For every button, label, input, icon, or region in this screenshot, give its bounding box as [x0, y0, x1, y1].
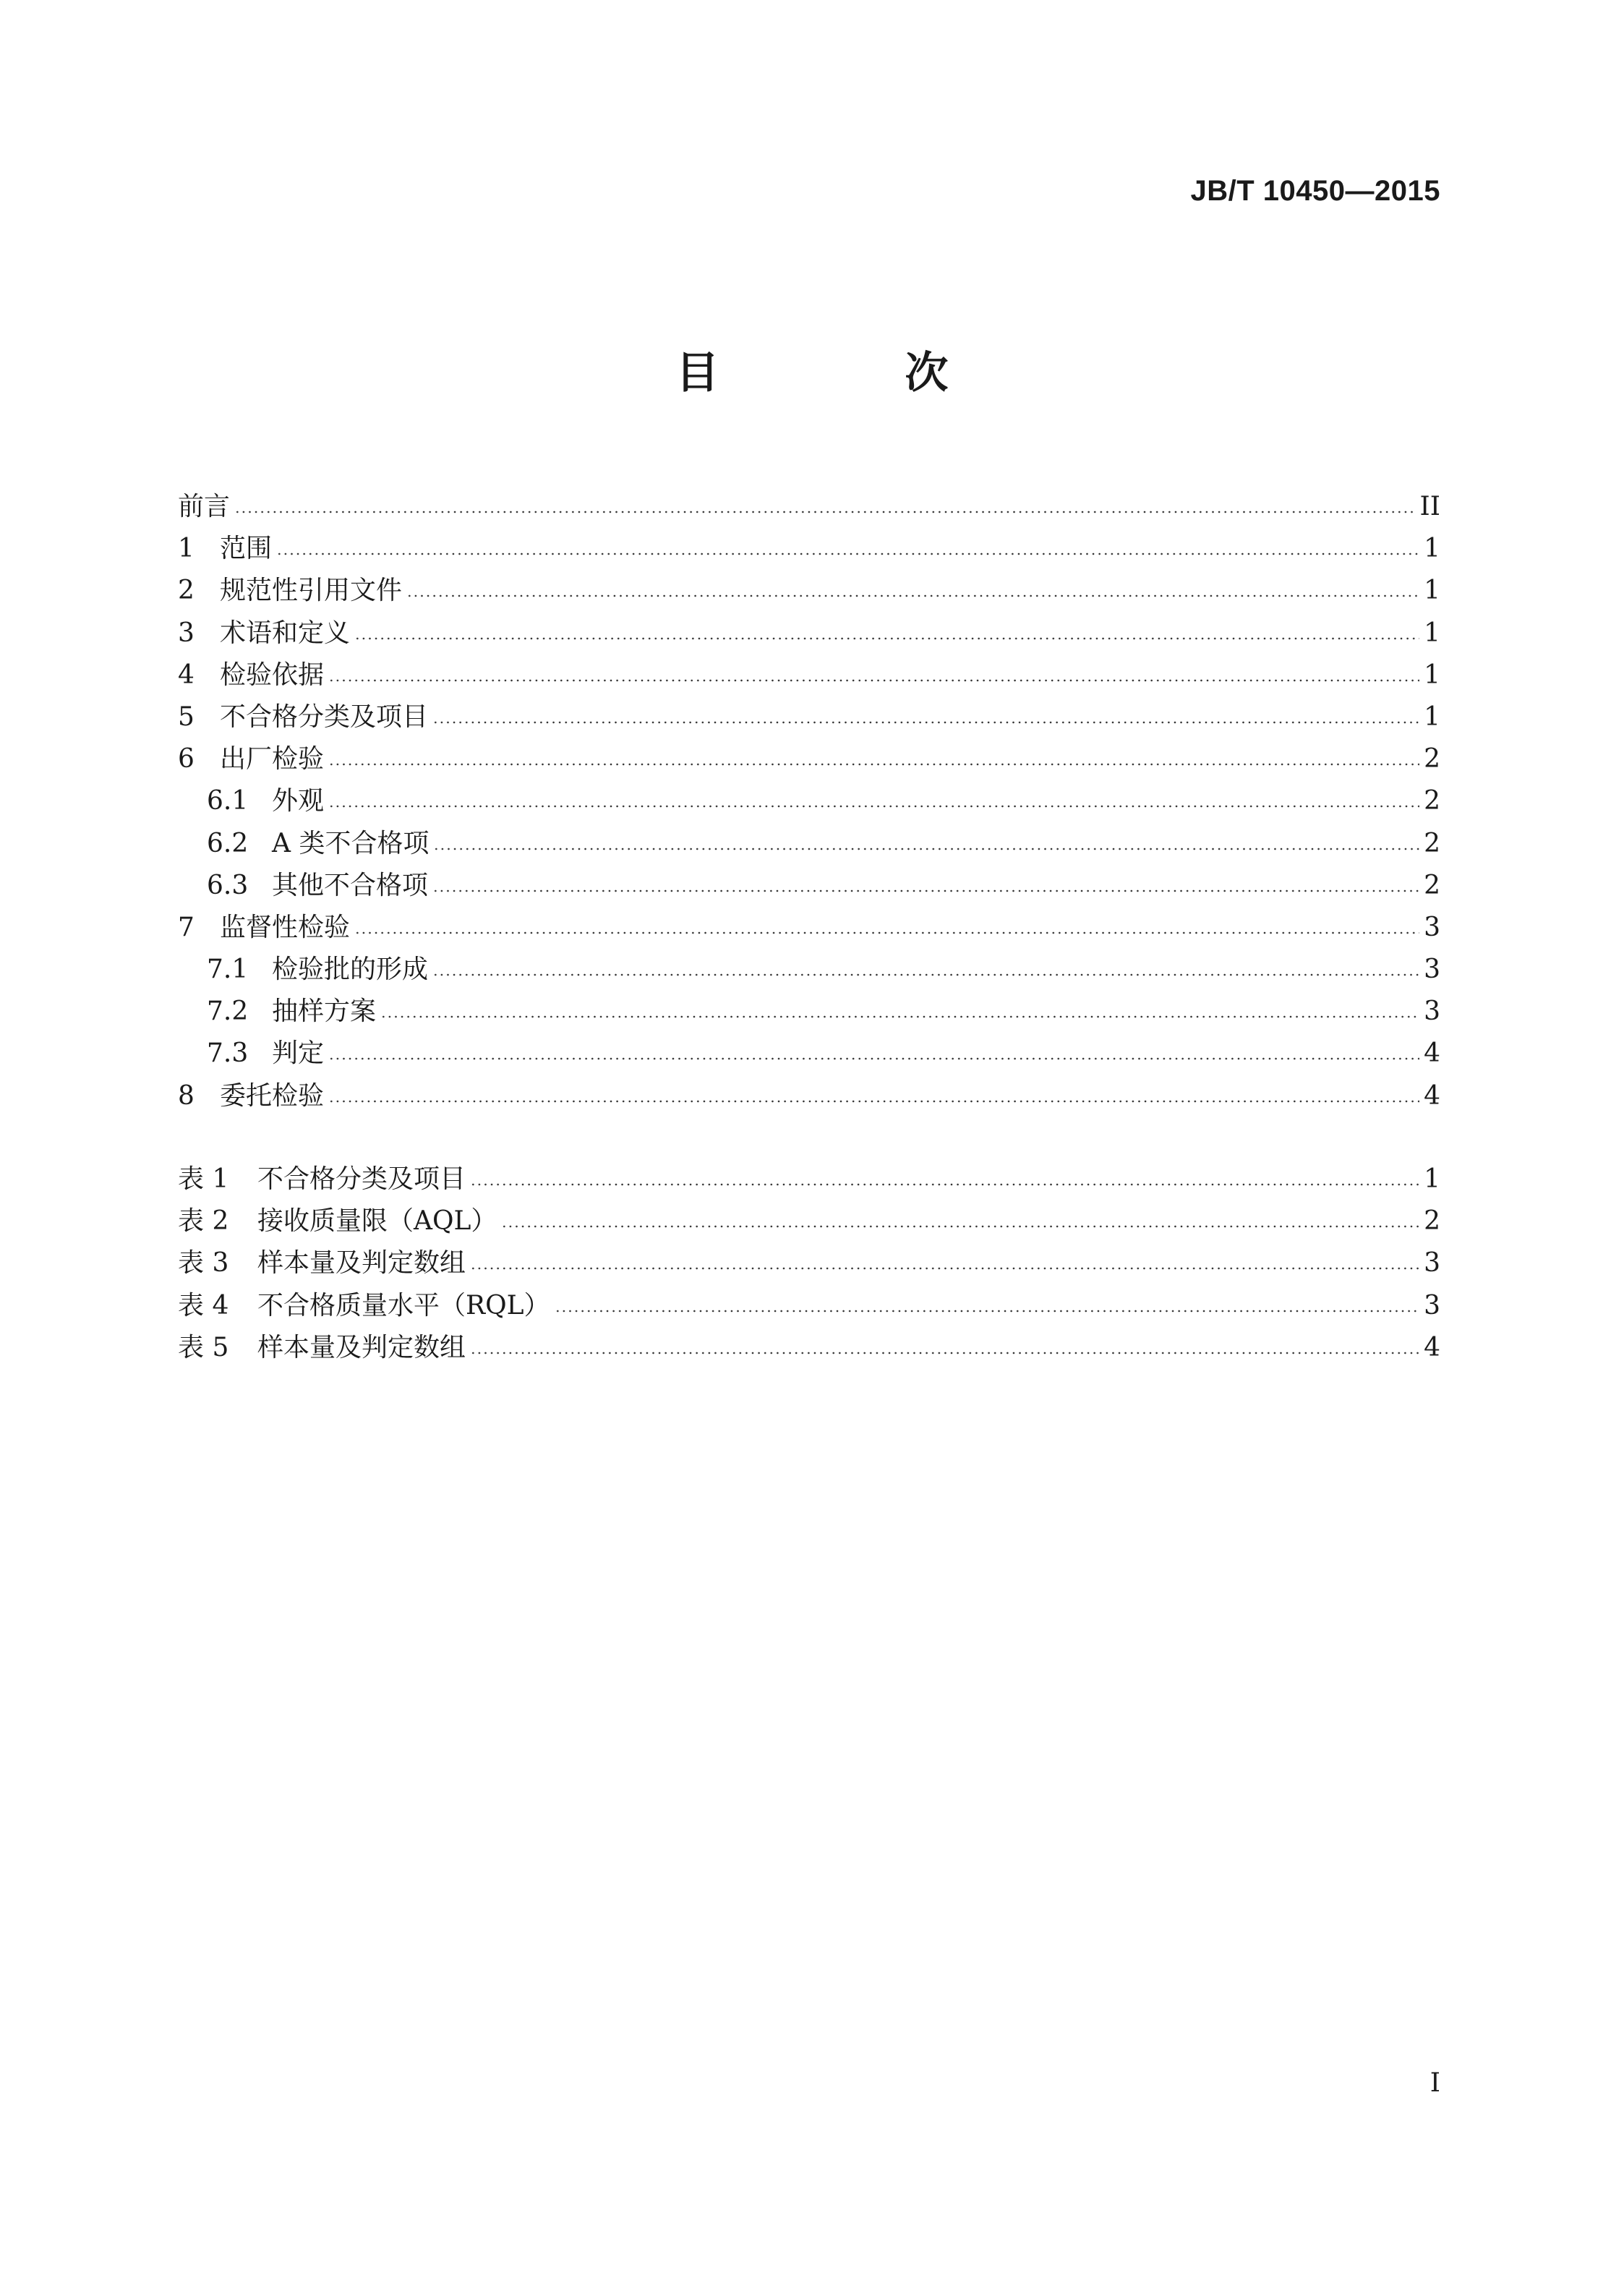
toc-section-number: 2 — [178, 576, 195, 606]
toc-section-number: 6.1 — [207, 786, 249, 816]
toc-entry-6[interactable] — [178, 738, 1440, 780]
toc-page-number: 4 — [1424, 1332, 1440, 1362]
toc-section-number: 6 — [178, 744, 195, 774]
page-title: 目 次 — [675, 348, 1034, 398]
toc-section-number: 8 — [178, 1080, 195, 1111]
toc-section-number: 1 — [178, 534, 195, 564]
toc-entry-7-3[interactable] — [178, 1033, 1440, 1075]
toc-table-number: 表 3 — [178, 1248, 229, 1279]
toc-label: 不合格质量水平（RQL） — [257, 1290, 550, 1320]
toc-entry-3[interactable] — [178, 613, 1440, 654]
toc-page-number: 3 — [1424, 1248, 1440, 1279]
toc-table-1[interactable] — [178, 1158, 1440, 1200]
toc-label: 判定 — [272, 1038, 325, 1069]
toc-entry-5[interactable] — [178, 696, 1440, 738]
toc-leader-dots — [432, 889, 1419, 892]
toc-table-5[interactable] — [178, 1327, 1440, 1369]
toc-table-number: 表 2 — [178, 1206, 229, 1237]
toc-section-number: 3 — [178, 618, 195, 648]
toc-leader-dots — [328, 763, 1419, 766]
toc-page-number: 1 — [1424, 701, 1440, 732]
toc-leader-dots — [501, 1225, 1419, 1228]
toc-sections — [178, 486, 1440, 1117]
toc-page-number: 1 — [1424, 1164, 1440, 1194]
toc-page-number: 1 — [1424, 618, 1440, 648]
toc-table-4[interactable] — [178, 1285, 1440, 1327]
toc-page-number: 2 — [1424, 786, 1440, 816]
toc-leader-dots — [354, 637, 1419, 640]
toc-entry-foreword[interactable] — [178, 486, 1440, 528]
toc-entry-1[interactable] — [178, 528, 1440, 570]
toc-leader-dots — [328, 679, 1419, 682]
toc-page-number: 3 — [1424, 997, 1440, 1027]
toc-leader-dots — [328, 1057, 1419, 1060]
toc-table-number: 表 5 — [178, 1332, 229, 1362]
toc-leader-dots — [470, 1183, 1419, 1186]
toc-section-number: 5 — [178, 701, 195, 732]
toc-leader-dots — [470, 1267, 1419, 1270]
toc-label: 出厂检验 — [220, 744, 325, 774]
toc-label: 委托检验 — [220, 1080, 325, 1111]
toc-label: 抽样方案 — [272, 997, 377, 1027]
toc-label: 术语和定义 — [220, 618, 351, 648]
toc-leader-dots — [276, 552, 1419, 555]
toc-leader-dots — [328, 805, 1419, 808]
toc-leader-dots — [354, 931, 1419, 934]
toc-label: 监督性检验 — [220, 912, 351, 942]
toc-page-number: II — [1419, 492, 1440, 521]
toc-leader-dots — [433, 848, 1419, 850]
toc-page-number: 3 — [1424, 955, 1440, 985]
toc-leader-dots — [328, 1100, 1419, 1103]
toc-label: A 类不合格项 — [272, 828, 429, 858]
toc-section-number: 4 — [178, 660, 195, 690]
toc-table-3[interactable] — [178, 1242, 1440, 1284]
toc-entry-6-3[interactable] — [178, 865, 1440, 907]
toc-label: 检验依据 — [220, 660, 325, 690]
toc-label: 规范性引用文件 — [220, 576, 403, 606]
toc-leader-dots — [234, 511, 1416, 513]
toc-page-number: 1 — [1424, 576, 1440, 606]
toc-label: 不合格分类及项目 — [257, 1164, 466, 1194]
toc-label: 样本量及判定数组 — [257, 1332, 466, 1362]
toc-label: 前言 — [178, 492, 231, 521]
toc-label: 样本量及判定数组 — [257, 1248, 466, 1279]
toc-page-number: 3 — [1424, 1290, 1440, 1320]
toc-table-number: 表 1 — [178, 1164, 229, 1194]
toc-entry-7-2[interactable] — [178, 991, 1440, 1033]
toc-entry-6-1[interactable] — [178, 780, 1440, 822]
toc-section-number: 7.1 — [207, 955, 249, 985]
toc-tables — [178, 1158, 1440, 1369]
toc-table-number: 表 4 — [178, 1290, 229, 1320]
toc-leader-dots — [432, 973, 1419, 976]
toc-page-number: 1 — [1424, 660, 1440, 690]
toc-label: 检验批的形成 — [272, 955, 429, 985]
toc-entry-8[interactable] — [178, 1075, 1440, 1117]
toc-section-number: 7.3 — [207, 1038, 249, 1069]
toc-page-number: 2 — [1424, 744, 1440, 774]
toc-leader-dots — [432, 721, 1419, 724]
toc-entry-7-1[interactable] — [178, 949, 1440, 991]
toc-entry-7[interactable] — [178, 907, 1440, 949]
toc-page-number: 2 — [1424, 870, 1440, 900]
toc-leader-dots — [555, 1310, 1420, 1313]
toc-label: 不合格分类及项目 — [220, 701, 429, 732]
toc-leader-dots — [380, 1015, 1419, 1018]
toc-page-number: 4 — [1424, 1080, 1440, 1111]
toc-page-number: 2 — [1424, 828, 1440, 858]
toc-leader-dots — [470, 1352, 1419, 1354]
standard-code: JB/T 10450—2015 — [1190, 175, 1440, 207]
toc-label: 范围 — [220, 534, 273, 564]
toc-section-number: 6.2 — [207, 828, 249, 858]
toc-entry-2[interactable] — [178, 570, 1440, 612]
toc-section-number: 7 — [178, 912, 195, 942]
toc-page-number: 1 — [1424, 534, 1440, 564]
toc-entry-6-2[interactable] — [178, 823, 1440, 865]
toc-section-number: 6.3 — [207, 870, 249, 900]
toc-page-number: 2 — [1424, 1206, 1440, 1237]
toc-page-number: 4 — [1424, 1038, 1440, 1069]
toc-entry-4[interactable] — [178, 654, 1440, 696]
toc-label: 外观 — [272, 786, 325, 816]
toc-leader-dots — [406, 594, 1419, 597]
footer-page-number: I — [1429, 2068, 1440, 2098]
toc-section-number: 7.2 — [207, 997, 249, 1027]
toc-table-2[interactable] — [178, 1200, 1440, 1242]
toc-page-number: 3 — [1424, 912, 1440, 942]
toc-label: 接收质量限（AQL） — [257, 1206, 497, 1237]
toc-label: 其他不合格项 — [272, 870, 429, 900]
